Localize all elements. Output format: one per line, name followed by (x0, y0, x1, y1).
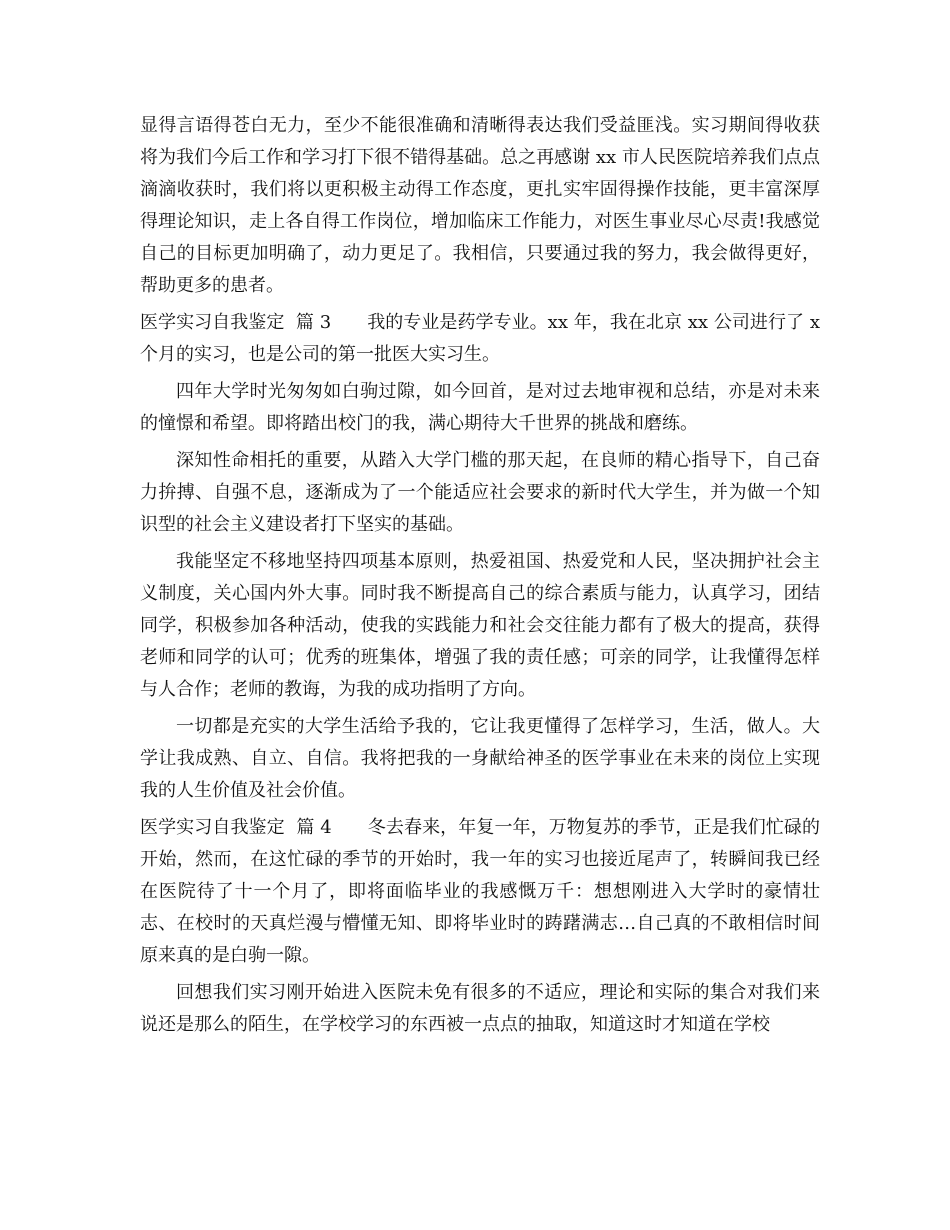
section-4-lead: 冬去春来，年复一年，万物复苏的季节，正是我们忙碌的开始，然而，在这忙碌的季节的开始时，我一年的实习也接近尾声了，转瞬间我已经在医院待了十一个月了，即将面临毕业的我感慨万千：想想刚进入大学时的豪情壮志、在校时的天真烂漫与懵懂无知、即将毕业时的踌躇满志…自己真的不敢相信时间原来真的是白驹一隙。 (140, 817, 820, 966)
section-3-lead: 我的专业是药学专业。xx 年，我在北京 xx 公司进行了 x 个月的实习，也是公司的第一批医大实习生。 (140, 312, 820, 365)
section-4-paragraph: 回想我们实习刚开始进入医院未免有很多的不适应，理论和实际的集合对我们来说还是那么的陌生，在学校学习的东西被一点点的抽取，知道这时才知道在学校 (140, 982, 820, 1035)
section-3-paragraph: 我能坚定不移地坚持四项基本原则，热爱祖国、热爱党和人民，坚决拥护社会主义制度，关心国内外大事。同时我不断提高自己的综合素质与能力，认真学习，团结同学，积极参加各种活动，使我的实践能力和社会交往能力都有了极大的提高，获得老师和同学的认可；优秀的班集体，增强了我的责任感；可亲的同学，让我懂得怎样与人合作；老师的教诲，为我的成功指明了方向。 (140, 551, 820, 700)
section-3-paragraph: 深知性命相托的重要，从踏入大学门槛的那天起，在良师的精心指导下，自己奋力拚搏、自强不息，逐渐成为了一个能适应社会要求的新时代大学生，并为做一个知识型的社会主义建设者打下坚实的基础。 (140, 450, 820, 535)
section-3-heading: 医学实习自我鉴定 篇 3 (140, 312, 332, 333)
section-4-opening (140, 812, 820, 972)
paragraph-intro: 显得言语得苍白无力，至少不能很准确和清晰得表达我们受益匪浅。实习期间得收获将为我们今后工作和学习打下很不错得基础。总之再感谢 xx 市人民医院培养我们点点滴滴收获时，我们将以更积极主动得工作态度，更扎实牢固得操作技能，更丰富深厚得理论知识，走上各自得工作岗位，增加临床工作能力，对医生事业尽心尽责!我感觉自己的目标更加明确了，动力更足了。我相信，只要通过我的努力，我会做得更好，帮助更多的患者。 (140, 115, 820, 296)
section-3-paragraph: 一切都是充实的大学生活给予我的，它让我更懂得了怎样学习，生活，做人。大学让我成熟、自立、自信。我将把我的一身献给神圣的医学事业在未来的岗位上实现我的人生价值及社会价值。 (140, 716, 820, 801)
section-3-paragraph: 四年大学时光匆匆如白驹过隙，如今回首，是对过去地审视和总结，亦是对未来的憧憬和希望。即将踏出校门的我，满心期待大千世界的挑战和磨练。 (140, 381, 820, 434)
section-4-heading: 医学实习自我鉴定 篇 4 (140, 817, 332, 838)
section-3-opening (140, 307, 820, 371)
document-body (140, 110, 820, 1046)
